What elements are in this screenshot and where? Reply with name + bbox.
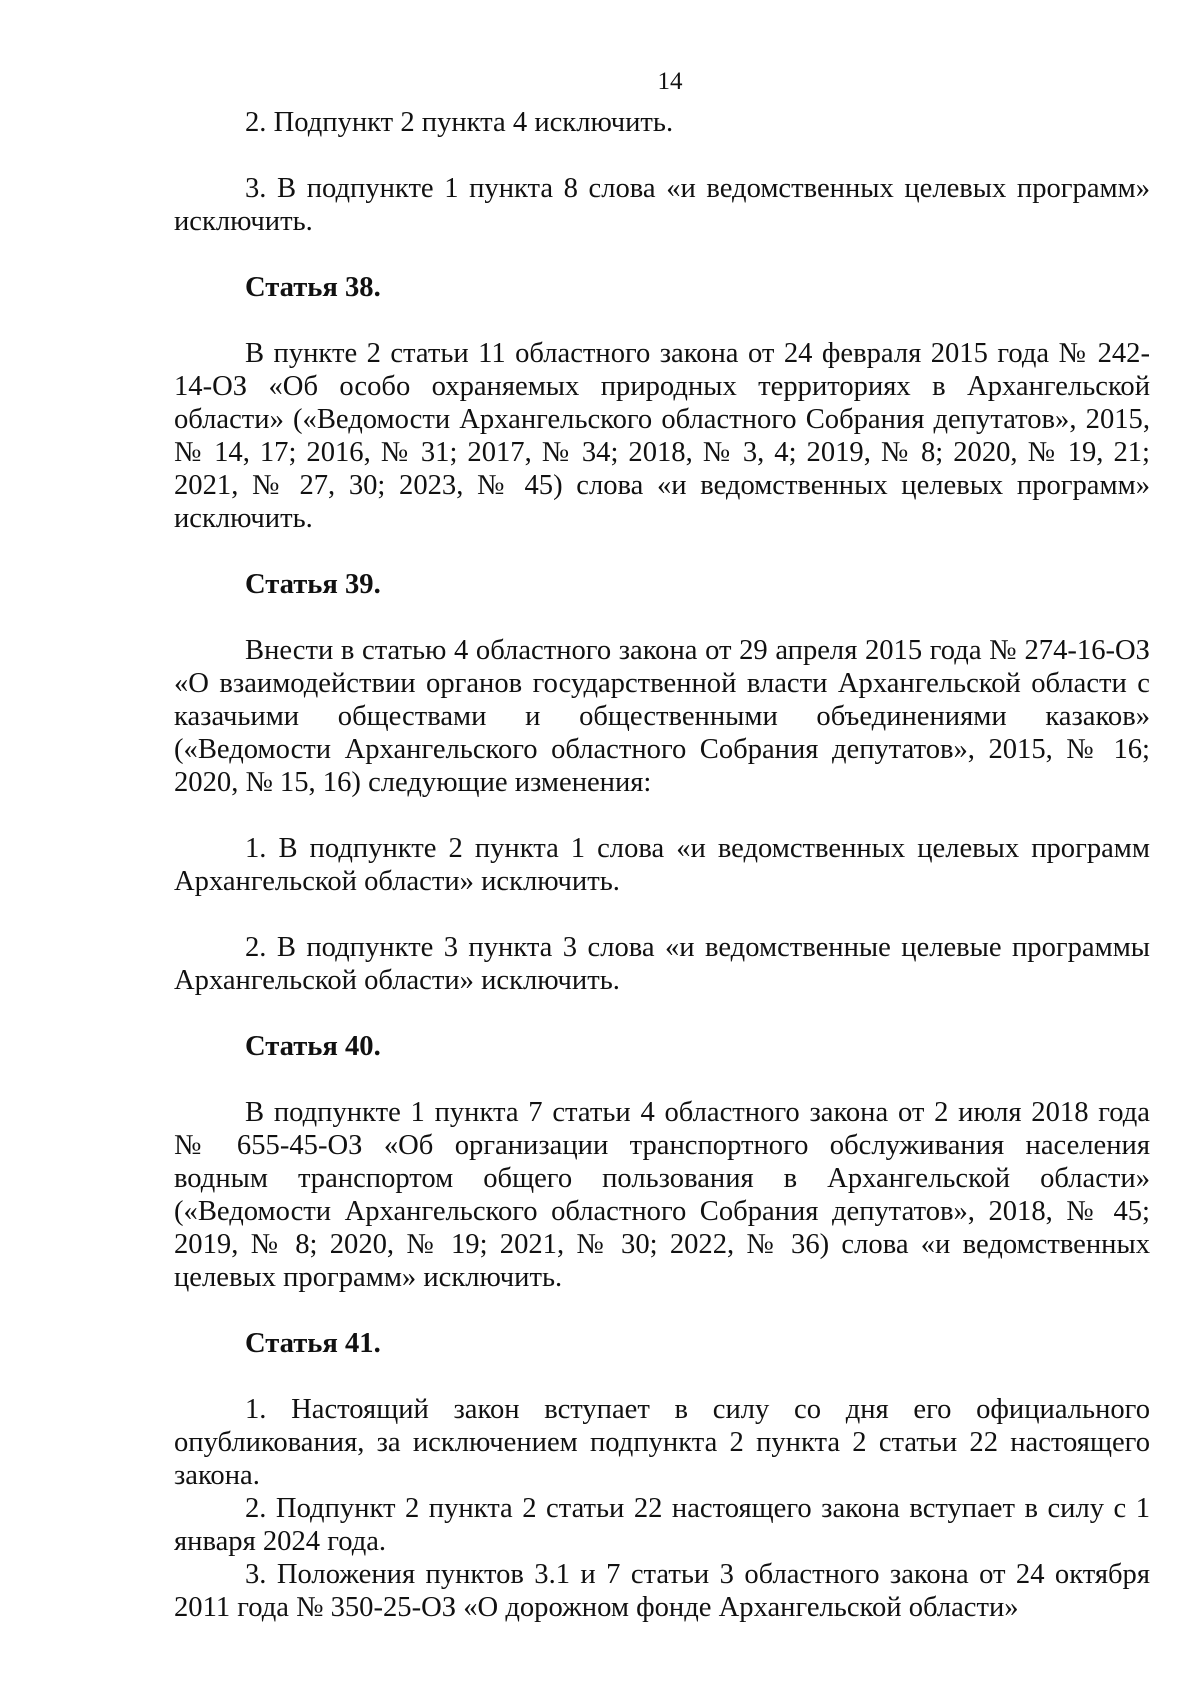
article-39-paragraph-1: Внести в статью 4 областного закона от 29 апреля 2015 года № 274-16-ОЗ «О взаимодействии органов государственной власти Архангельской области с казачьими обществами и общественными объединениями казаков» («Ведомости Архангельского областного Собрания депутатов», 2015, № 16; 2020, № 15, 16) следующие изменения: — [174, 635, 1150, 798]
article-41-paragraph-2: 2. Подпункт 2 пункта 2 статьи 22 настоящего закона вступает в силу с 1 января 2024 года. — [174, 1493, 1150, 1557]
article-39-paragraph-3: 2. В подпункте 3 пункта 3 слова «и ведомственные целевые программы Архангельской области» исключить. — [174, 932, 1150, 996]
article-40-paragraph-1: В подпункте 1 пункта 7 статьи 4 областного закона от 2 июля 2018 года № 655-45-ОЗ «Об организации транспортного обслуживания населения водным транспортом общего пользования в Архангельской области» («Ведомости Архангельского областного Собрания депутатов», 2018, № 45; 2019, № 8; 2020, № 19; 2021, № 30; 2022, № 36) слова «и ведомственных целевых программ» исключить. — [174, 1097, 1150, 1293]
article-40-heading: Статья 40. — [245, 1031, 381, 1062]
page-number: 14 — [657, 68, 683, 95]
paragraph-intro-3: 3. В подпункте 1 пункта 8 слова «и ведомственных целевых программ» исключить. — [174, 173, 1150, 237]
article-41-heading: Статья 41. — [245, 1328, 381, 1359]
article-41-paragraph-3: 3. Положения пунктов 3.1 и 7 статьи 3 областного закона от 24 октября 2011 года № 350-25-ОЗ «О дорожном фонде Архангельской области» — [174, 1559, 1150, 1623]
article-38-heading: Статья 38. — [245, 272, 381, 303]
document-page — [174, 66, 1150, 1624]
paragraph-intro-2: 2. Подпункт 2 пункта 4 исключить. — [245, 107, 674, 138]
article-38-paragraph-1: В пункте 2 статьи 11 областного закона от 24 февраля 2015 года № 242-14-ОЗ «Об особо охраняемых природных территориях в Архангельской области» («Ведомости Архангельского областного Собрания депутатов», 2015, № 14, 17; 2016, № 31; 2017, № 34; 2018, № 3, 4; 2019, № 8; 2020, № 19, 21; 2021, № 27, 30; 2023, № 45) слова «и ведомственных целевых программ» исключить. — [174, 338, 1150, 534]
article-39-heading: Статья 39. — [245, 569, 381, 600]
article-39-paragraph-2: 1. В подпункте 2 пункта 1 слова «и ведомственных целевых программ Архангельской области» исключить. — [174, 833, 1150, 897]
article-41-paragraph-1: 1. Настоящий закон вступает в силу со дня его официального опубликования, за исключением подпункта 2 пункта 2 статьи 22 настоящего закона. — [174, 1394, 1150, 1491]
